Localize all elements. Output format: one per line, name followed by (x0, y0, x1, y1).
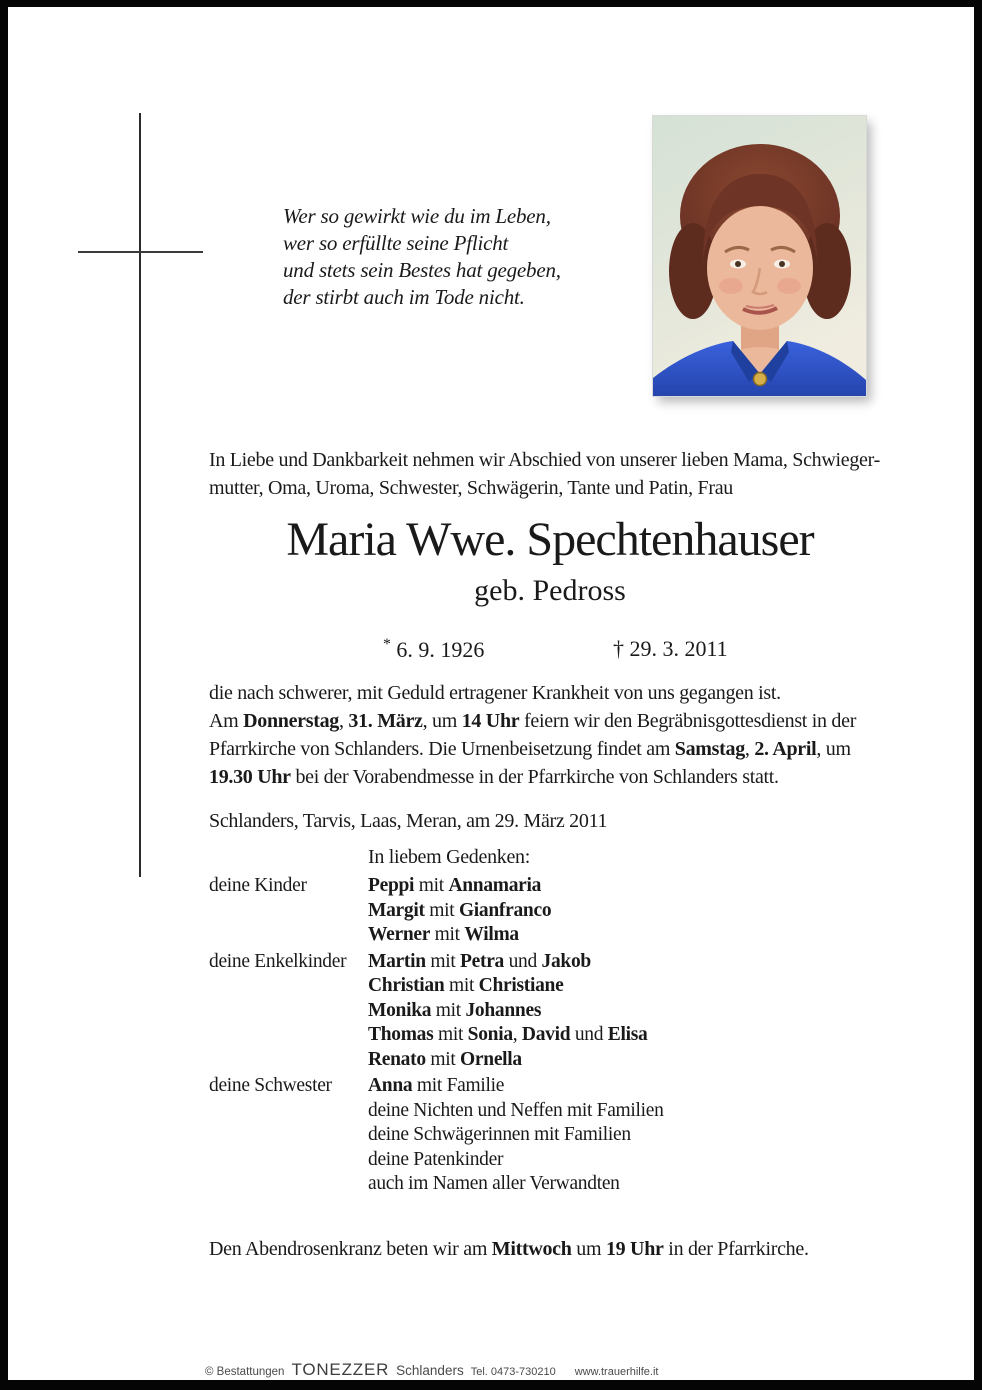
family-line: Anna mit Familie (368, 1075, 505, 1096)
footer-place: Schlanders (396, 1363, 464, 1378)
poem-line: der stirbt auch im Tode nicht. (283, 285, 525, 309)
poem-line: Wer so gewirkt wie du im Leben, (283, 204, 551, 228)
birth-star-icon: * (383, 636, 391, 653)
cross-horizontal-line (78, 251, 203, 253)
family-line: Martin mit Petra und Jakob (368, 950, 591, 972)
group-lines (368, 874, 929, 948)
opening-line: In Liebe und Dankbarkeit nehmen wir Abschied von unserer lieben Mama, Schwieger- (209, 449, 880, 471)
poem-line: wer so erfüllte seine Pflicht (283, 231, 509, 255)
footer-phone: Tel. 0473-730210 (470, 1366, 556, 1378)
life-dates (209, 636, 891, 664)
funeral-details-line: Am Donnerstag, 31. März, um 14 Uhr feiern wir den Begräbnisgottesdienst in der (209, 710, 857, 732)
funeral-details (209, 707, 909, 791)
footer-copyright: © Bestattungen (205, 1366, 285, 1378)
funeral-details-line: 19.30 Uhr bei der Vorabendmesse in der Pfarrkirche von Schlanders statt. (209, 766, 779, 788)
family-line: Werner mit Wilma (368, 924, 519, 945)
family-line: Monika mit Johannes (368, 999, 542, 1021)
footer (205, 1360, 905, 1380)
group-lines (368, 1074, 929, 1197)
group-lines (368, 950, 929, 1073)
deceased-name: Maria Wwe. Spechtenhauser (286, 513, 814, 566)
remembrance-list (209, 874, 929, 1199)
funeral-home-brand: TONEZZER (291, 1360, 390, 1379)
footer-website: www.trauerhilfe.it (574, 1366, 659, 1378)
illness-line: die nach schwerer, mit Geduld ertragener Krankheit von uns gegangen ist. (209, 682, 781, 704)
death-date (613, 636, 728, 662)
portrait-photo (653, 116, 866, 396)
group-label: deine Schwester (209, 1075, 332, 1096)
death-date-value: 29. 3. 2011 (629, 636, 728, 661)
opening-paragraph (209, 446, 919, 502)
deceased-name-block (209, 512, 891, 610)
death-cross-icon: † (613, 636, 624, 661)
remembrance-heading: In liebem Gedenken: (368, 846, 531, 868)
family-line: Renato mit Ornella (368, 1048, 522, 1070)
memorial-poem (283, 203, 561, 311)
family-line: Peppi mit Annamaria (368, 875, 542, 896)
opening-line: mutter, Oma, Uroma, Schwester, Schwägerin, Tante und Patin, Frau (209, 477, 733, 499)
group-label: deine Kinder (209, 875, 307, 896)
dateline: Schlanders, Tarvis, Laas, Meran, am 29. März 2011 (209, 810, 608, 832)
family-line: Thomas mit Sonia, David und Elisa (368, 1024, 648, 1045)
family-line: deine Nichten und Neffen mit Familien (368, 1099, 664, 1121)
remembrance-group-sister (209, 1074, 929, 1197)
remembrance-group-grandchildren (209, 950, 929, 1073)
family-line: deine Schwägerinnen mit Familien (368, 1124, 631, 1145)
funeral-details-line: Pfarrkirche von Schlanders. Die Urnenbeisetzung findet am Samstag, 2. April, um (209, 738, 851, 760)
family-line: deine Patenkinder (368, 1148, 504, 1170)
family-line: Christian mit Christiane (368, 975, 564, 996)
birth-date-value: 6. 9. 1926 (396, 636, 485, 662)
remembrance-group-children (209, 874, 929, 948)
group-label: deine Enkelkinder (209, 950, 347, 972)
poem-line: und stets sein Bestes hat gegeben, (283, 258, 561, 282)
family-line: Margit mit Gianfranco (368, 899, 552, 921)
cross-vertical-line (139, 113, 141, 877)
portrait-illustration (653, 116, 866, 396)
birth-date (383, 636, 484, 663)
family-line: auch im Namen aller Verwandten (368, 1173, 620, 1194)
rosary-notice: Den Abendrosenkranz beten wir am Mittwoch um 19 Uhr in der Pfarrkirche. (209, 1238, 809, 1260)
maiden-name: geb. Pedross (474, 574, 626, 607)
